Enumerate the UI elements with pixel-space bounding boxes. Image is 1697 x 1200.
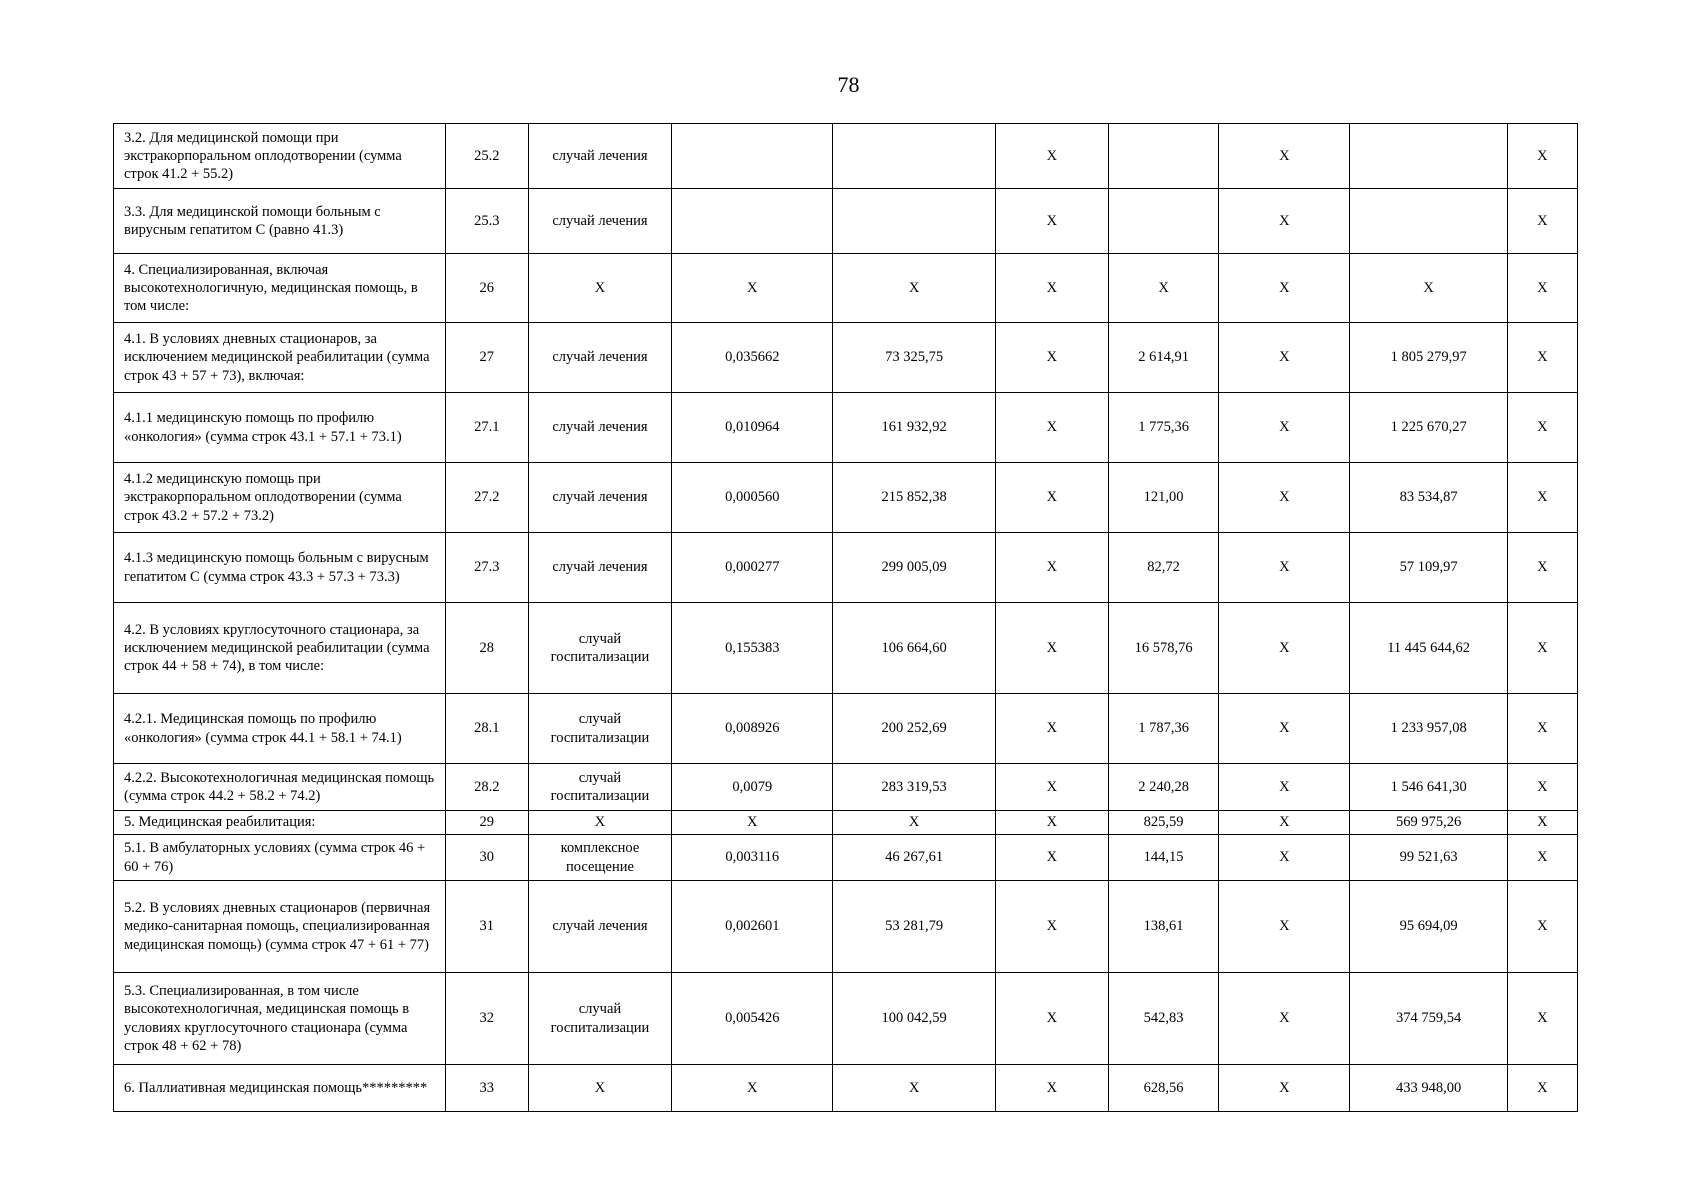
per-capita-cell: 138,61: [1108, 881, 1218, 973]
col-10-cell: X: [1507, 973, 1577, 1065]
col-10-cell: X: [1507, 694, 1577, 764]
standard-volume-cell: 0,005426: [672, 973, 833, 1065]
standard-volume-cell: 0,002601: [672, 881, 833, 973]
unit-cell: случай лечения: [528, 463, 671, 533]
table-row: [114, 323, 1578, 393]
standard-volume-cell: X: [672, 254, 833, 323]
col-8-cell: X: [1219, 881, 1350, 973]
table-row: [114, 189, 1578, 254]
row-number-cell: 27.2: [445, 463, 528, 533]
col-10-cell: X: [1507, 603, 1577, 694]
row-number-cell: 25.3: [445, 189, 528, 254]
unit-cell: случай госпитализации: [528, 694, 671, 764]
table-row: [114, 603, 1578, 694]
table-row: [114, 393, 1578, 463]
standard-volume-cell: 0,155383: [672, 603, 833, 694]
col-8-cell: X: [1219, 835, 1350, 881]
standard-volume-cell: X: [672, 1065, 833, 1112]
unit-cell: случай лечения: [528, 393, 671, 463]
table-row: [114, 764, 1578, 811]
cost-per-unit-cell: 106 664,60: [833, 603, 995, 694]
col-6-cell: X: [995, 189, 1108, 254]
unit-cell: случай лечения: [528, 533, 671, 603]
standard-volume-cell: 0,000277: [672, 533, 833, 603]
row-number-cell: 31: [445, 881, 528, 973]
col-6-cell: X: [995, 1065, 1108, 1112]
col-10-cell: X: [1507, 881, 1577, 973]
total-cost-cell: 569 975,26: [1350, 811, 1507, 835]
col-8-cell: X: [1219, 124, 1350, 189]
cost-per-unit-cell: X: [833, 811, 995, 835]
standard-volume-cell: 0,010964: [672, 393, 833, 463]
cost-per-unit-cell: X: [833, 254, 995, 323]
row-number-cell: 25.2: [445, 124, 528, 189]
cost-per-unit-cell: 46 267,61: [833, 835, 995, 881]
standard-volume-cell: X: [672, 811, 833, 835]
col-6-cell: X: [995, 881, 1108, 973]
row-name-cell: 4.1.3 медицинскую помощь больным с вирусным гепатитом С (сумма строк 43.3 + 57.3 + 73.3): [114, 533, 446, 603]
per-capita-cell: 628,56: [1108, 1065, 1218, 1112]
cost-per-unit-cell: 283 319,53: [833, 764, 995, 811]
total-cost-cell: [1350, 189, 1507, 254]
col-6-cell: X: [995, 764, 1108, 811]
per-capita-cell: X: [1108, 254, 1218, 323]
row-number-cell: 30: [445, 835, 528, 881]
standard-volume-cell: 0,0079: [672, 764, 833, 811]
row-name-cell: 4.2.1. Медицинская помощь по профилю «онкология» (сумма строк 44.1 + 58.1 + 74.1): [114, 694, 446, 764]
row-name-cell: 4.1.1 медицинскую помощь по профилю «онкология» (сумма строк 43.1 + 57.1 + 73.1): [114, 393, 446, 463]
col-10-cell: X: [1507, 124, 1577, 189]
col-8-cell: X: [1219, 811, 1350, 835]
standard-volume-cell: 0,003116: [672, 835, 833, 881]
row-number-cell: 27: [445, 323, 528, 393]
per-capita-cell: 825,59: [1108, 811, 1218, 835]
col-10-cell: X: [1507, 533, 1577, 603]
cost-per-unit-cell: X: [833, 1065, 995, 1112]
unit-cell: случай лечения: [528, 189, 671, 254]
cost-per-unit-cell: 100 042,59: [833, 973, 995, 1065]
cost-per-unit-cell: 73 325,75: [833, 323, 995, 393]
per-capita-cell: 144,15: [1108, 835, 1218, 881]
table-row: [114, 881, 1578, 973]
cost-per-unit-cell: 200 252,69: [833, 694, 995, 764]
col-6-cell: X: [995, 124, 1108, 189]
total-cost-cell: 83 534,87: [1350, 463, 1507, 533]
per-capita-cell: 1 787,36: [1108, 694, 1218, 764]
per-capita-cell: 16 578,76: [1108, 603, 1218, 694]
unit-cell: X: [528, 254, 671, 323]
per-capita-cell: 121,00: [1108, 463, 1218, 533]
standard-volume-cell: 0,008926: [672, 694, 833, 764]
table-row: [114, 811, 1578, 835]
row-number-cell: 32: [445, 973, 528, 1065]
cost-per-unit-cell: [833, 124, 995, 189]
row-number-cell: 26: [445, 254, 528, 323]
unit-cell: случай лечения: [528, 323, 671, 393]
row-name-cell: 5.1. В амбулаторных условиях (сумма строк 46 + 60 + 76): [114, 835, 446, 881]
total-cost-cell: 1 233 957,08: [1350, 694, 1507, 764]
row-number-cell: 28.2: [445, 764, 528, 811]
row-name-cell: 4.1.2 медицинскую помощь при экстракорпоральном оплодотворении (сумма строк 43.2 + 57.2 + 73.2): [114, 463, 446, 533]
total-cost-cell: 1 225 670,27: [1350, 393, 1507, 463]
col-8-cell: X: [1219, 1065, 1350, 1112]
row-name-cell: 4. Специализированная, включая высокотехнологичную, медицинская помощь, в том числе:: [114, 254, 446, 323]
row-name-cell: 5.2. В условиях дневных стационаров (первичная медико-санитарная помощь, специализированная медицинская помощь) (сумма строк 47 + 61 + 77): [114, 881, 446, 973]
total-cost-cell: 99 521,63: [1350, 835, 1507, 881]
total-cost-cell: 57 109,97: [1350, 533, 1507, 603]
row-name-cell: 4.2.2. Высокотехнологичная медицинская помощь (сумма строк 44.2 + 58.2 + 74.2): [114, 764, 446, 811]
cost-per-unit-cell: 161 932,92: [833, 393, 995, 463]
col-8-cell: X: [1219, 603, 1350, 694]
row-name-cell: 3.3. Для медицинской помощи больным с вирусным гепатитом С (равно 41.3): [114, 189, 446, 254]
per-capita-cell: [1108, 189, 1218, 254]
col-10-cell: X: [1507, 323, 1577, 393]
unit-cell: комплексное посещение: [528, 835, 671, 881]
total-cost-cell: 1 805 279,97: [1350, 323, 1507, 393]
col-10-cell: X: [1507, 189, 1577, 254]
tariff-table: [113, 123, 1578, 1112]
col-6-cell: X: [995, 973, 1108, 1065]
cost-per-unit-cell: 53 281,79: [833, 881, 995, 973]
row-number-cell: 28.1: [445, 694, 528, 764]
per-capita-cell: 2 240,28: [1108, 764, 1218, 811]
total-cost-cell: 374 759,54: [1350, 973, 1507, 1065]
unit-cell: случай лечения: [528, 881, 671, 973]
table-row: [114, 1065, 1578, 1112]
row-number-cell: 29: [445, 811, 528, 835]
col-8-cell: X: [1219, 463, 1350, 533]
page-number: 78: [837, 72, 860, 97]
unit-cell: случай госпитализации: [528, 764, 671, 811]
row-name-cell: 4.2. В условиях круглосуточного стационара, за исключением медицинской реабилитации (сумма строк 44 + 58 + 74), в том числе:: [114, 603, 446, 694]
col-6-cell: X: [995, 835, 1108, 881]
standard-volume-cell: 0,035662: [672, 323, 833, 393]
row-name-cell: 5. Медицинская реабилитация:: [114, 811, 446, 835]
cost-per-unit-cell: 215 852,38: [833, 463, 995, 533]
col-6-cell: X: [995, 533, 1108, 603]
table-row: [114, 463, 1578, 533]
row-name-cell: 5.3. Специализированная, в том числе высокотехнологичная, медицинская помощь в условиях круглосуточного стационара (сумма строк 48 + 62 + 78): [114, 973, 446, 1065]
col-6-cell: X: [995, 254, 1108, 323]
table-row: [114, 694, 1578, 764]
col-10-cell: X: [1507, 764, 1577, 811]
total-cost-cell: 95 694,09: [1350, 881, 1507, 973]
col-6-cell: X: [995, 811, 1108, 835]
col-8-cell: X: [1219, 533, 1350, 603]
total-cost-cell: [1350, 124, 1507, 189]
col-6-cell: X: [995, 694, 1108, 764]
col-8-cell: X: [1219, 254, 1350, 323]
col-10-cell: X: [1507, 393, 1577, 463]
table-row: [114, 533, 1578, 603]
col-10-cell: X: [1507, 1065, 1577, 1112]
row-number-cell: 27.3: [445, 533, 528, 603]
cost-per-unit-cell: 299 005,09: [833, 533, 995, 603]
col-10-cell: X: [1507, 254, 1577, 323]
row-number-cell: 27.1: [445, 393, 528, 463]
unit-cell: X: [528, 1065, 671, 1112]
per-capita-cell: 1 775,36: [1108, 393, 1218, 463]
col-8-cell: X: [1219, 694, 1350, 764]
col-10-cell: X: [1507, 811, 1577, 835]
unit-cell: X: [528, 811, 671, 835]
col-6-cell: X: [995, 393, 1108, 463]
unit-cell: случай госпитализации: [528, 973, 671, 1065]
unit-cell: случай госпитализации: [528, 603, 671, 694]
total-cost-cell: 11 445 644,62: [1350, 603, 1507, 694]
cost-per-unit-cell: [833, 189, 995, 254]
col-8-cell: X: [1219, 973, 1350, 1065]
row-number-cell: 28: [445, 603, 528, 694]
col-8-cell: X: [1219, 189, 1350, 254]
per-capita-cell: 2 614,91: [1108, 323, 1218, 393]
col-10-cell: X: [1507, 463, 1577, 533]
table-row: [114, 124, 1578, 189]
per-capita-cell: 542,83: [1108, 973, 1218, 1065]
per-capita-cell: [1108, 124, 1218, 189]
row-number-cell: 33: [445, 1065, 528, 1112]
col-8-cell: X: [1219, 764, 1350, 811]
col-6-cell: X: [995, 323, 1108, 393]
table-body: [114, 124, 1578, 1112]
table-row: [114, 835, 1578, 881]
unit-cell: случай лечения: [528, 124, 671, 189]
standard-volume-cell: 0,000560: [672, 463, 833, 533]
table-row: [114, 254, 1578, 323]
standard-volume-cell: [672, 189, 833, 254]
row-name-cell: 3.2. Для медицинской помощи при экстракорпоральном оплодотворении (сумма строк 41.2 + 55.2): [114, 124, 446, 189]
col-6-cell: X: [995, 603, 1108, 694]
col-10-cell: X: [1507, 835, 1577, 881]
per-capita-cell: 82,72: [1108, 533, 1218, 603]
col-8-cell: X: [1219, 323, 1350, 393]
row-name-cell: 4.1. В условиях дневных стационаров, за исключением медицинской реабилитации (сумма строк 43 + 57 + 73), включая:: [114, 323, 446, 393]
col-8-cell: X: [1219, 393, 1350, 463]
standard-volume-cell: [672, 124, 833, 189]
col-6-cell: X: [995, 463, 1108, 533]
total-cost-cell: 1 546 641,30: [1350, 764, 1507, 811]
table-row: [114, 973, 1578, 1065]
total-cost-cell: X: [1350, 254, 1507, 323]
total-cost-cell: 433 948,00: [1350, 1065, 1507, 1112]
row-name-cell: 6. Паллиативная медицинская помощь*********: [114, 1065, 446, 1112]
